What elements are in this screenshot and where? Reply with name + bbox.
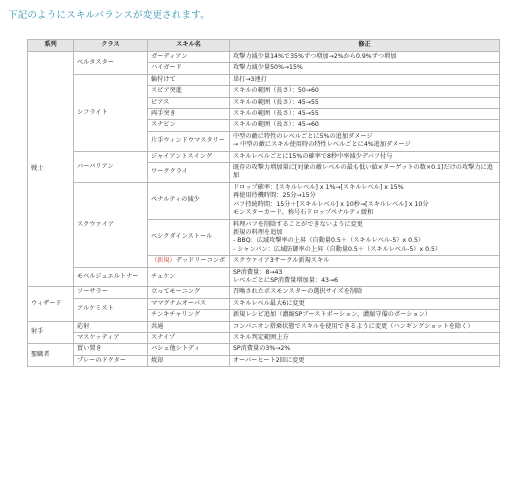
category-cell: 射手 bbox=[28, 321, 74, 344]
skill-balance-table bbox=[27, 39, 500, 367]
fix-cell: 単打→3連打 bbox=[230, 74, 500, 85]
skill-cell: 両手突き bbox=[148, 109, 230, 120]
class-cell: シフライト bbox=[74, 74, 148, 151]
fix-cell: スキルの範囲（長さ）：45→60 bbox=[230, 120, 500, 131]
skill-cell: 共通 bbox=[148, 321, 230, 332]
fix-cell: スキルレベル最大6に変更 bbox=[230, 298, 500, 309]
class-cell: マスケッティア bbox=[74, 332, 148, 343]
skill-cell: チンキチャリング bbox=[148, 310, 230, 321]
fix-cell: スクウァイア3サークル新規スキル bbox=[230, 256, 500, 267]
fix-cell: スキルの範囲（長さ）：45→55 bbox=[230, 97, 500, 108]
table-row bbox=[28, 355, 500, 366]
skill-cell: バシュ他シトディ bbox=[148, 344, 230, 355]
skill-cell: ジャイアントスイング bbox=[148, 151, 230, 162]
table-row bbox=[28, 52, 500, 63]
class-cell: スクウァイア bbox=[74, 182, 148, 267]
table-row bbox=[28, 287, 500, 298]
header-skill: スキル名 bbox=[148, 40, 230, 52]
table-row bbox=[28, 321, 500, 332]
table-row bbox=[28, 151, 500, 162]
class-cell: 応射 bbox=[74, 321, 148, 332]
skill-cell: 片手ウィンドウマスタリー bbox=[148, 131, 230, 151]
fix-cell: ドロップ確率：[スキルレベル] x 1%→[スキルレベル] x 15% 再使用待機時間：25分→15分 バフ持続時間：15分＋[スキルレベル] x 10秒→[スキルレベル] x 10分 モンスターカード、称号石ドロップペナルティ緩和 bbox=[230, 182, 500, 219]
skill-cell: ペナルティの減少 bbox=[148, 182, 230, 219]
fix-cell: スキルの範囲（長さ）：50→60 bbox=[230, 86, 500, 97]
class-cell: 買い置き bbox=[74, 344, 148, 355]
fix-cell: 攻撃力減少量50%→15% bbox=[230, 63, 500, 74]
table-row bbox=[28, 267, 500, 287]
fix-cell: 料理バフを削除することができないように変更 新規の料理を追加 - BBQ：広域攻撃率の上昇（自動量0.5＋（スキルレベル-5）x 0.5） - シャンパン：広域防御率の上昇（自動量0.5＋（スキルレベル-5）x 0.5） bbox=[230, 219, 500, 256]
class-cell: ベルタスター bbox=[74, 52, 148, 75]
table-header-row bbox=[28, 40, 500, 52]
header-class: クラス bbox=[74, 40, 148, 52]
table-row bbox=[28, 74, 500, 85]
class-cell: バーバリアン bbox=[74, 151, 148, 182]
fix-cell: 新規レシピ追加（濃縮SPブーストポーション、濃縮守備のポーション） bbox=[230, 310, 500, 321]
fix-cell: 中型の敵に特性のレベルごとに5%の追加ダメージ → 中型の敵にスキル使用時の特性レベルごとに4%追加ダメージ bbox=[230, 131, 500, 151]
page-heading: 下記のようにスキルバランスが変更されます。 bbox=[8, 10, 210, 21]
skill-cell: 焼却 bbox=[148, 355, 230, 366]
class-cell: プレーのドクター bbox=[74, 355, 148, 366]
class-cell: アルケミスト bbox=[74, 298, 148, 321]
skill-cell: ガーディアン bbox=[148, 52, 230, 63]
class-cell: モベルジュエルトナー bbox=[74, 267, 148, 287]
header-category: 系列 bbox=[28, 40, 74, 52]
fix-cell: オーバーヒート2回に変更 bbox=[230, 355, 500, 366]
skill-cell: ワーククライ bbox=[148, 163, 230, 183]
skill-cell: ベシクダインストール bbox=[148, 219, 230, 256]
fix-cell: SP消費量：8→43 レベルごとにSP消費量増加量：43→6 bbox=[230, 267, 500, 287]
skill-cell: スナイプ bbox=[148, 332, 230, 343]
skill-cell: スナビン bbox=[148, 120, 230, 131]
fix-cell: コンパニオン搭乗状態でスキルを使用できるように変更（ハンギングショットを除く） bbox=[230, 321, 500, 332]
category-cell: 戦士 bbox=[28, 52, 74, 287]
table-row bbox=[28, 182, 500, 219]
header-fix: 修正 bbox=[230, 40, 500, 52]
table-row bbox=[28, 332, 500, 343]
fix-cell: SP消費量の3%→2% bbox=[230, 344, 500, 355]
fix-cell: スキルの範囲（長さ）：45→55 bbox=[230, 109, 500, 120]
fix-cell: 召喚されたボスモンスターの選択サイズを削除 bbox=[230, 287, 500, 298]
table-row bbox=[28, 344, 500, 355]
skill-cell: 立ってモーニング bbox=[148, 287, 230, 298]
fix-cell: スキル判定範囲上方 bbox=[230, 332, 500, 343]
skill-cell: ママグナムオーパス bbox=[148, 298, 230, 309]
table-row bbox=[28, 298, 500, 309]
fix-cell: スキルレベルごとに15%の確率で8秒中率減少デバフ付与 bbox=[230, 151, 500, 162]
category-cell: 聖職者 bbox=[28, 344, 74, 367]
skill-cell: 輪狩けて bbox=[148, 74, 230, 85]
class-cell: ソーサラー bbox=[74, 287, 148, 298]
skill-cell: （新規）デッドリーコンボ bbox=[148, 256, 230, 267]
skill-cell: チュケン bbox=[148, 267, 230, 287]
skill-cell: ピアス bbox=[148, 97, 230, 108]
category-cell: ウィザード bbox=[28, 287, 74, 321]
skill-cell: スピア突進 bbox=[148, 86, 230, 97]
skill-cell: ハイガード bbox=[148, 63, 230, 74]
fix-cell: 攻撃力減少量14%で35%ずつ増加→2%から0.9%ずつ増加 bbox=[230, 52, 500, 63]
new-tag: （新規） bbox=[151, 257, 176, 265]
fix-cell: 既存の攻撃力増加量に[対象の敵レベルの最も低い値×ターゲットの数×0.1]だけの攻撃力に追加 bbox=[230, 163, 500, 183]
